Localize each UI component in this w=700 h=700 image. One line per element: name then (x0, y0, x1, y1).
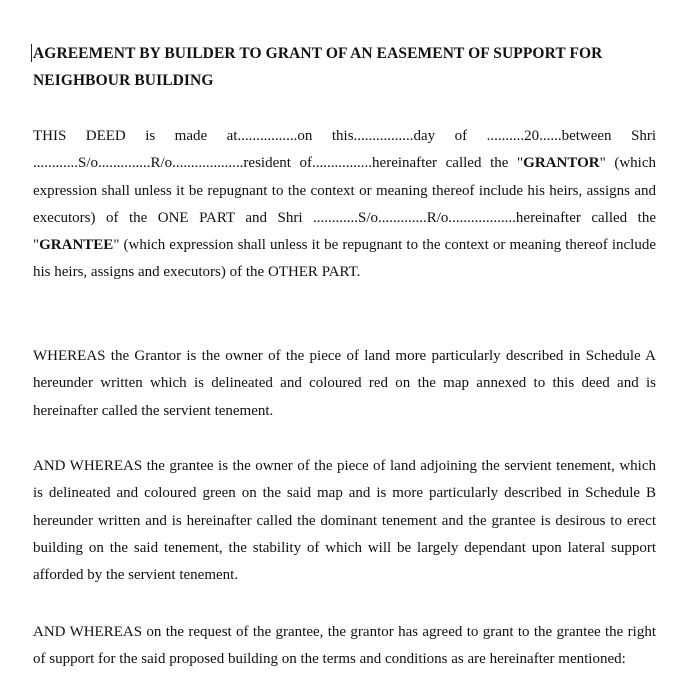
grantor-definition-text: " (which expression shall unless it be repugnant to the context or meaning thereof include his heirs, assigns and executors) of the ONE PART and Shri ............S/o.............R/o..................hereinafter called the " (33, 155, 656, 254)
whereas-servient-paragraph: WHEREAS the Grantor is the owner of the piece of land more particularly described in Schedule A hereunder written which is delineated and coloured red on the map annexed to this deed and is hereinafter called the servient tenement. (33, 348, 656, 419)
text-cursor (31, 44, 32, 62)
grantor-term: GRANTOR (523, 155, 600, 172)
grantee-definition-text: " (which expression shall unless it be repugnant to the context or meaning thereof include his heirs, assigns and executors) of the OTHER PART. (33, 237, 656, 281)
deed-opening-text: THIS DEED is made at................on this................day of ..........20......between Shri ............S/o..............R/o...................resident of................hereinafter called the " (33, 128, 656, 172)
document-title: AGREEMENT BY BUILDER TO GRANT OF AN EASEMENT OF SUPPORT FOR NEIGHBOUR BUILDING (33, 45, 603, 89)
grantee-term: GRANTEE (39, 237, 114, 254)
whereas-request-paragraph: AND WHEREAS on the request of the grantee, the grantor has agreed to grant to the grantee the right of support for the said proposed building on the terms and conditions as are hereinafter mentioned: (33, 624, 656, 668)
whereas-dominant-paragraph: AND WHEREAS the grantee is the owner of the piece of land adjoining the servient tenement, which is delineated and coloured green on the said map and is more particularly described in Schedule B hereunder written and is hereinafter called the dominant tenement and the grantee is desirous to erect building on the said tenement, the stability of which will be largely dependant upon lateral support afforded by the servient tenement. (33, 458, 656, 584)
deed-parties-paragraph (33, 123, 656, 287)
